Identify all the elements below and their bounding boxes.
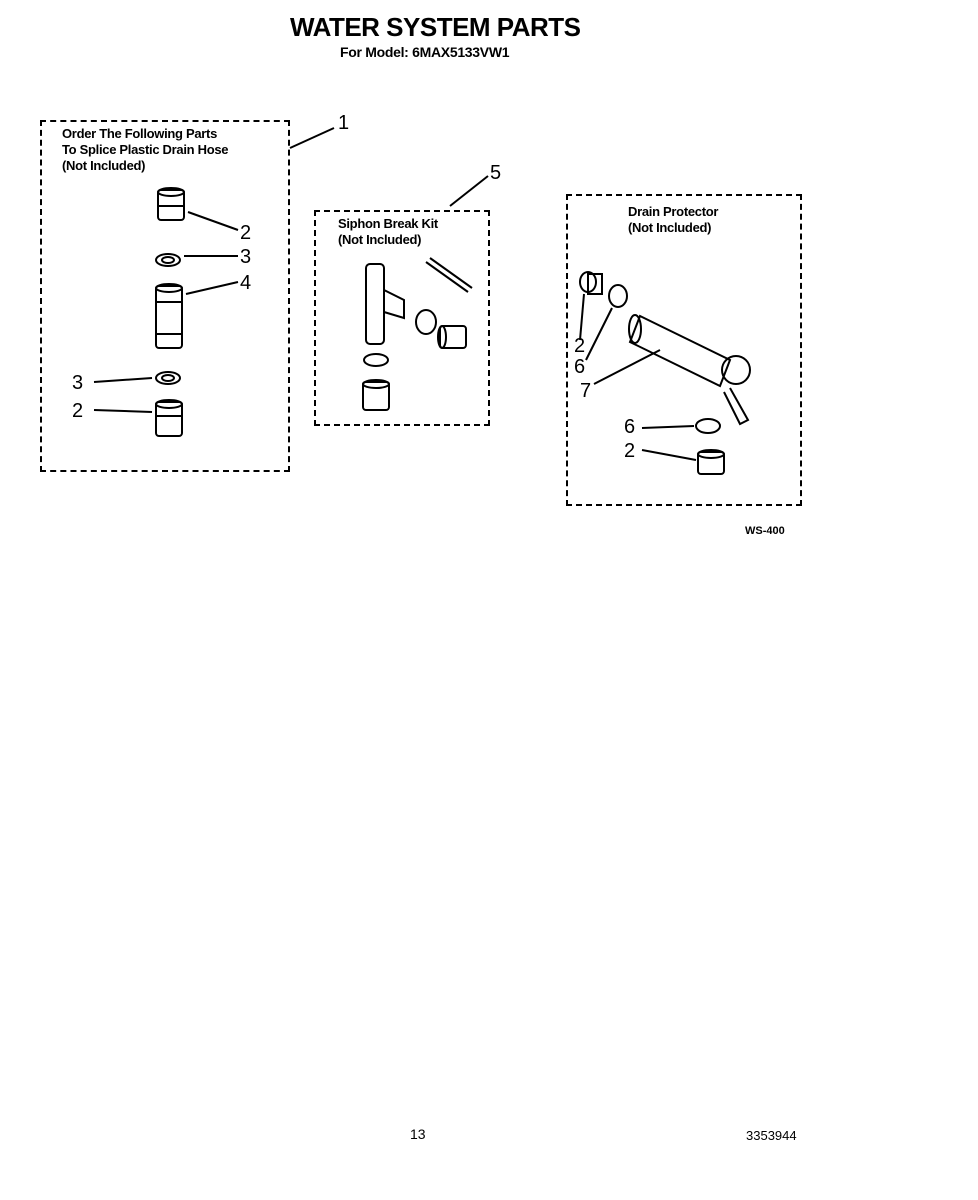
siphon-tie-strap [426,258,472,292]
siphon-connector-right [438,326,466,348]
drain-protector-body [629,315,750,424]
splice-clamp-top [156,254,180,266]
siphon-clamp-bottom [364,354,388,366]
splice-clamp-bottom [156,372,180,384]
splice-connector-bottom [156,400,182,436]
siphon-break-kit-label: Siphon Break Kit (Not Included) [338,216,438,247]
callout-drain-2-top: 2 [574,335,586,357]
drain-clamp-top [609,285,627,307]
callout-splice-2-bottom: 2 [72,400,84,422]
drain-connector-bottom [698,450,724,474]
model-subtitle: For Model: 6MAX5133VW1 [340,44,510,60]
figure-code: WS-400 [745,525,785,537]
splice-connector-top [158,188,184,220]
callout-splice-3-top: 3 [240,246,252,268]
leader-1 [290,128,334,148]
drain-protector-label: Drain Protector (Not Included) [628,204,719,235]
callout-drain-6-top: 6 [574,356,586,378]
callout-1: 1 [338,112,350,134]
callout-5: 5 [490,162,502,184]
drain-clamp-bottom [696,419,720,433]
callout-splice-3-bottom: 3 [72,372,84,394]
splice-coupler [156,284,182,348]
siphon-tee [366,264,404,344]
page-number: 13 [410,1126,426,1142]
callout-splice-4: 4 [240,272,252,294]
leader-5 [450,176,488,206]
callout-drain-7: 7 [580,380,592,402]
document-number: 3353944 [746,1128,797,1143]
siphon-connector-bottom [363,380,389,410]
callout-drain-6-bottom: 6 [624,416,636,438]
page-title: WATER SYSTEM PARTS [290,12,581,42]
siphon-clamp-right [416,310,436,334]
callout-splice-2-top: 2 [240,222,252,244]
drain-connector-top [580,272,602,294]
splice-parts-label: Order The Following Parts To Splice Plastic Drain Hose (Not Included) [62,126,229,173]
callout-drain-2-bottom: 2 [624,440,636,462]
